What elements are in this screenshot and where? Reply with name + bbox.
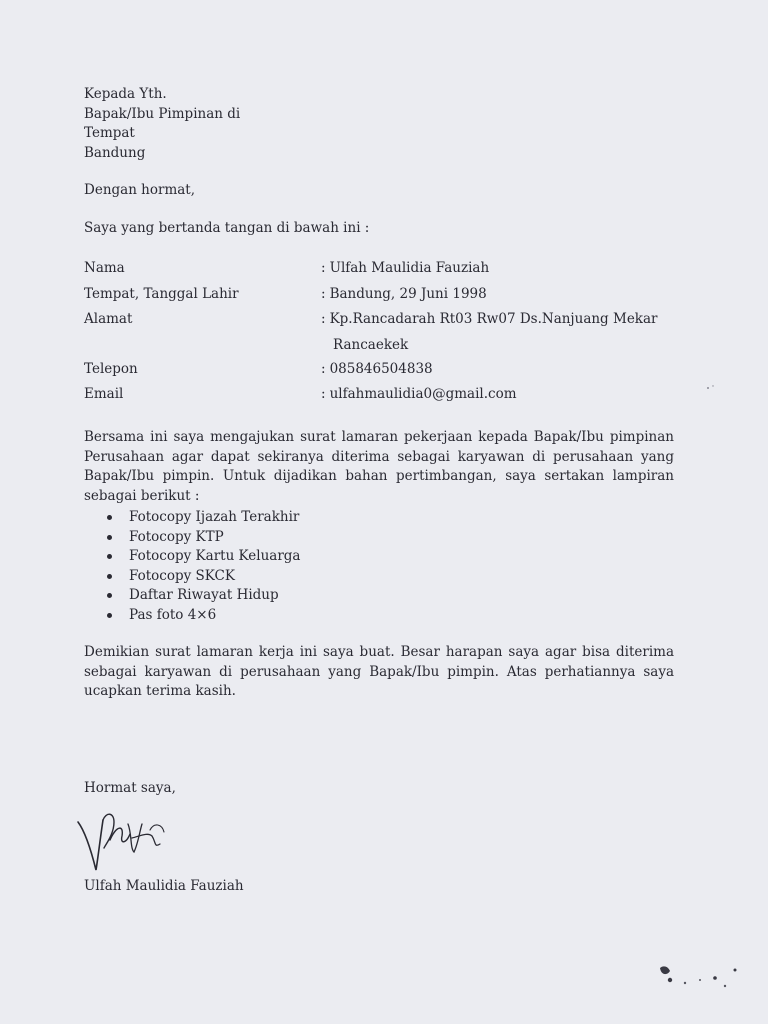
- recipient-line-1: Kepada Yth.: [84, 86, 167, 102]
- body-paragraph: Bersama ini saya mengajukan surat lamaran pekerjaan kepada Bapak/Ibu pimpinan Perusahaan agar dapat sekiranya diterima sebagai karyawan di perusahaan yang Bapak/Ibu pimpin. Untuk dijadikan bahan pertimbangan, saya sertakan lampiran sebagai berikut :: [84, 429, 674, 504]
- email-label: Email: [84, 386, 124, 402]
- colon: :: [321, 361, 326, 377]
- recipient-line-2: Bapak/Ibu Pimpinan di: [84, 106, 241, 122]
- address-label: Alamat: [84, 311, 133, 327]
- list-item: [104, 567, 300, 587]
- colon: :: [321, 286, 326, 302]
- attachment-list: [104, 508, 300, 625]
- closing-paragraph: Demikian surat lamaran kerja ini saya buat. Besar harapan saya agar bisa diterima sebagai karyawan di perusahaan yang Bapak/Ibu pimpin. Atas perhatiannya saya ucapkan terima kasih.: [84, 644, 674, 699]
- birth-text: Bandung, 29 Juni 1998: [329, 286, 487, 302]
- list-item: [104, 508, 300, 528]
- recipient-line-4: Bandung: [84, 145, 146, 161]
- name-text: Ulfah Maulidia Fauziah: [329, 260, 490, 276]
- list-item: [104, 586, 300, 606]
- bullet-dot-icon: [107, 554, 112, 559]
- list-item-label: Fotocopy SKCK: [129, 567, 235, 584]
- intro-line: Saya yang bertanda tangan di bawah ini :: [84, 220, 370, 236]
- list-item: [104, 606, 300, 626]
- birth-label: Tempat, Tanggal Lahir: [84, 286, 239, 302]
- list-item-label: Fotocopy KTP: [129, 528, 224, 545]
- address-text-line-1: Kp.Rancadarah Rt03 Rw07 Ds.Nanjuang Mekar: [329, 311, 658, 327]
- scan-speck-icon: [700, 380, 720, 396]
- phone-value: [321, 361, 433, 377]
- colon: :: [321, 311, 326, 327]
- bullet-dot-icon: [107, 535, 112, 540]
- list-item-label: Daftar Riwayat Hidup: [129, 587, 279, 603]
- signer-name: Ulfah Maulidia Fauziah: [84, 878, 244, 894]
- colon: :: [321, 260, 326, 276]
- bullet-dot-icon: [107, 574, 112, 579]
- scan-speck-icon: [640, 950, 750, 1000]
- phone-label: Telepon: [84, 361, 138, 377]
- recipient-line-3: Tempat: [84, 125, 135, 141]
- address-value: [321, 311, 658, 327]
- sign-off: Hormat saya,: [84, 780, 176, 796]
- list-item-label: Fotocopy Kartu Keluarga: [129, 548, 301, 564]
- address-text-line-2: Rancaekek: [333, 337, 409, 353]
- name-label: Nama: [84, 260, 125, 276]
- list-item-label: Fotocopy Ijazah Terakhir: [129, 509, 300, 525]
- list-item: [104, 547, 300, 567]
- greeting: Dengan hormat,: [84, 182, 196, 198]
- list-item-label: Pas foto 4×6: [129, 606, 217, 623]
- birth-value: [321, 286, 487, 302]
- list-item: [104, 528, 300, 548]
- email-text: ulfahmaulidia0@gmail.com: [329, 386, 517, 402]
- handwritten-signature-icon: [70, 800, 180, 875]
- email-value: [321, 386, 517, 402]
- bullet-dot-icon: [107, 593, 112, 598]
- colon: :: [321, 386, 326, 402]
- bullet-dot-icon: [107, 515, 112, 520]
- phone-text: 085846504838: [329, 361, 433, 377]
- bullet-dot-icon: [107, 613, 112, 618]
- name-value: [321, 260, 489, 276]
